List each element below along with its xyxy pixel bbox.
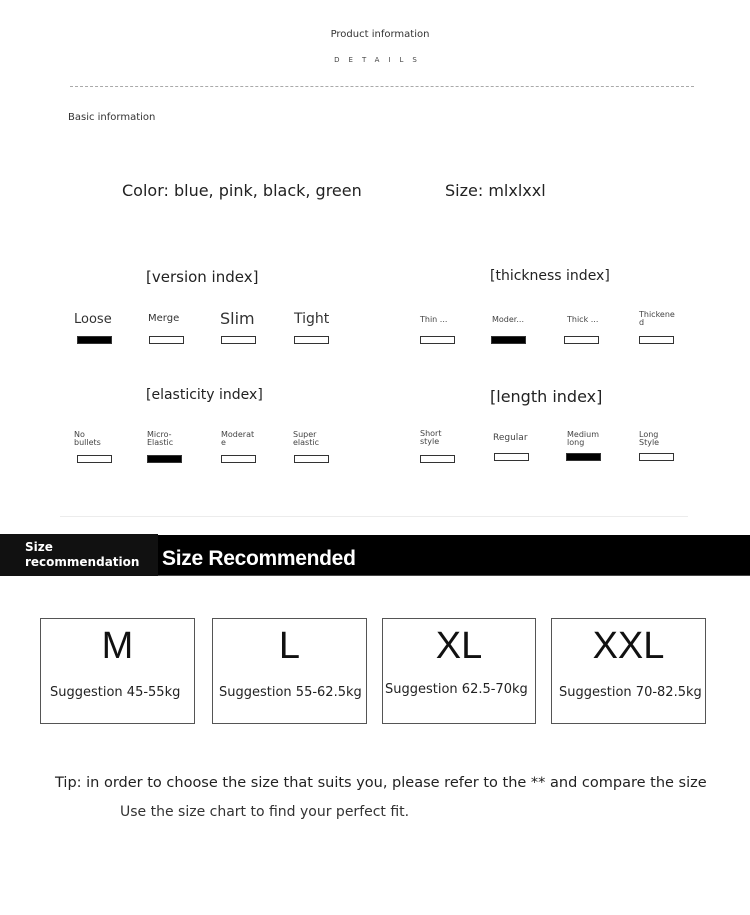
version-indicator-box <box>294 336 329 344</box>
thickness-option-label: Thickene d <box>639 310 675 328</box>
thickness-indicator-box <box>564 336 599 344</box>
length-option-label: Short style <box>420 429 442 447</box>
size-recommended-heading: Size Recommended <box>162 547 356 570</box>
thickness-option-label: Thick ... <box>567 315 599 324</box>
elasticity-indicator-box <box>147 455 182 463</box>
section-divider <box>60 516 688 517</box>
length-option-label: Regular <box>493 433 528 443</box>
dashed-divider <box>70 86 694 87</box>
size-card-xxl <box>551 618 706 724</box>
section-subtitle: DETAILS <box>334 56 426 64</box>
elasticity-indicator-box <box>77 455 112 463</box>
version-option-label: Tight <box>294 311 330 327</box>
version-indicator-box <box>77 336 112 344</box>
length-index-title: [length index] <box>490 387 603 406</box>
length-option-label: Medium long <box>567 430 599 448</box>
section-title: Product information <box>330 29 430 40</box>
size-suggestion: Suggestion 70-82.5kg <box>559 685 702 700</box>
size-suggestion: Suggestion 62.5-70kg <box>385 682 528 697</box>
size-suggestion: Suggestion 45-55kg <box>50 685 181 700</box>
size-recommendation-label: Size recommendation <box>0 534 158 576</box>
elasticity-option-label: Super elastic <box>293 430 319 448</box>
size-card-xl <box>382 618 536 724</box>
length-indicator-box <box>494 453 529 461</box>
size-card-l <box>212 618 367 724</box>
size-letter: XL <box>435 625 483 667</box>
version-indicator-box <box>149 336 184 344</box>
size-tip-secondary: Use the size chart to find your perfect fit. <box>120 804 410 820</box>
version-option-label: Merge <box>148 313 180 324</box>
thickness-index-title: [thickness index] <box>490 268 610 284</box>
thickness-indicator-box <box>491 336 526 344</box>
thickness-option-label: Moder... <box>492 315 524 324</box>
version-index-title: [version index] <box>146 268 259 286</box>
size-suggestion: Suggestion 55-62.5kg <box>219 685 362 700</box>
size-tip: Tip: in order to choose the size that suits you, please refer to the ** and compare the size <box>55 775 707 791</box>
size-letter: XXL <box>592 625 665 667</box>
basic-info-label: Basic information <box>68 112 156 123</box>
thickness-indicator-box <box>639 336 674 344</box>
version-option-label: Loose <box>74 312 112 327</box>
version-option-label: Slim <box>220 309 255 328</box>
size-letter: M <box>101 625 134 667</box>
thickness-indicator-box <box>420 336 455 344</box>
elasticity-option-label: Micro-Elastic <box>147 430 174 448</box>
size-card-m <box>40 618 195 724</box>
length-option-label: Long Style <box>639 430 660 448</box>
length-indicator-box <box>639 453 674 461</box>
elasticity-index-title: [elasticity index] <box>146 387 263 403</box>
elasticity-indicator-box <box>294 455 329 463</box>
color-spec: Color: blue, pink, black, green <box>122 181 362 200</box>
version-indicator-box <box>221 336 256 344</box>
length-indicator-box <box>420 455 455 463</box>
size-letter: L <box>278 625 301 667</box>
length-indicator-box <box>566 453 601 461</box>
elasticity-option-label: Moderat e <box>221 430 255 448</box>
thickness-option-label: Thin ... <box>420 315 448 324</box>
elasticity-indicator-box <box>221 455 256 463</box>
elasticity-option-label: No bullets <box>74 430 101 448</box>
size-spec: Size: mlxlxxl <box>445 181 546 200</box>
